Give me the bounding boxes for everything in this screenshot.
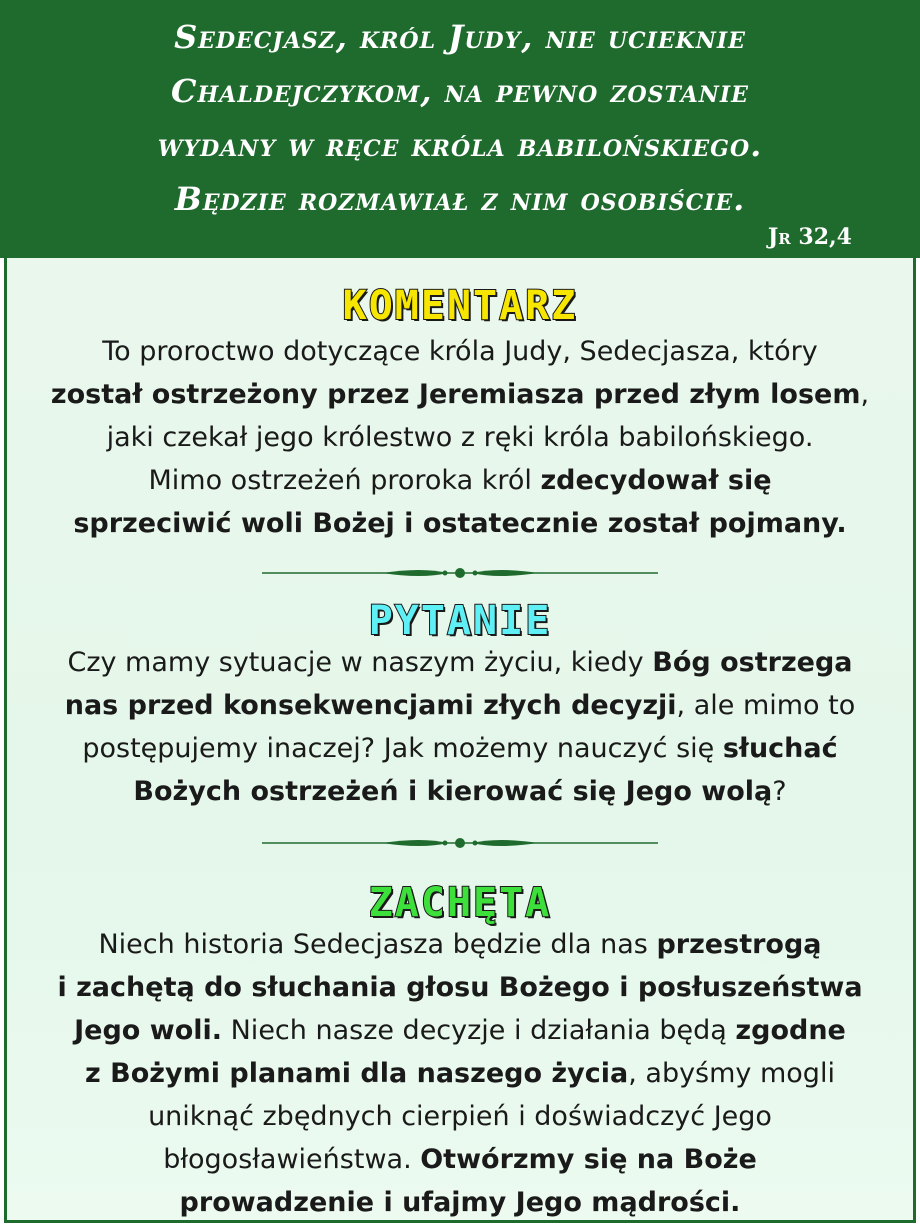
verse-line: Będzie rozmawiał z nim osobiście. (174, 180, 746, 218)
divider-ornament-icon (262, 563, 658, 583)
text: Czy mamy sytuacje w naszym życiu, kiedy (67, 647, 653, 678)
paragraph-line (7, 416, 913, 459)
bold-text: zgodne (735, 1015, 846, 1046)
paragraph-line (7, 502, 913, 545)
bold-text: prowadzenie i ufajmy Jego mądrości. (179, 1187, 741, 1218)
zacheta-heading: ZACHĘTA (368, 880, 552, 926)
verse-reference: Jr 32,4 (767, 224, 852, 250)
bold-text: słuchać (722, 733, 838, 764)
bold-text: i zachętą do słuchania głosu Bożego i posłuszeństwa (57, 972, 863, 1003)
content-panel (4, 258, 916, 1223)
text: , (860, 379, 870, 410)
text: Niech historia Sedecjasza będzie dla nas (98, 929, 657, 960)
divider-ornament-icon (262, 833, 658, 853)
paragraph-line (7, 923, 913, 966)
text: błogosławieństwa. (163, 1144, 421, 1175)
paragraph-line (7, 727, 913, 770)
komentarz-body (7, 330, 913, 545)
zacheta-section (7, 853, 913, 1224)
paragraph-line (7, 330, 913, 373)
verse-line: Sedecjasz, król Judy, nie ucieknie (174, 18, 746, 56)
text: To proroctwo dotyczące króla Judy, Sedecjasza, który (102, 336, 818, 367)
section-divider (262, 563, 658, 583)
bold-text: przestrogą (656, 929, 822, 960)
komentarz-heading: KOMENTARZ (342, 283, 578, 329)
bold-text: Jego woli. (74, 1015, 223, 1046)
text: Mimo ostrzeżeń proroka król (148, 465, 541, 496)
paragraph-line (7, 1052, 913, 1095)
paragraph-line (7, 684, 913, 727)
bold-text: z Bożymi planami dla naszego życia (85, 1058, 629, 1089)
bold-text: sprzeciwić woli Bożej i ostatecznie został pojmany. (73, 508, 847, 539)
bold-text: zdecydował się (540, 465, 772, 496)
bold-text: Bożych ostrzeżeń i kierować się Jego wolą (133, 776, 773, 807)
paragraph-line (7, 459, 913, 502)
bold-text: został ostrzeżony przez Jeremiasza przed złym losem (50, 379, 861, 410)
pytanie-body (7, 641, 913, 813)
text: ? (772, 776, 787, 807)
paragraph-line (7, 1095, 913, 1138)
zacheta-body (7, 923, 913, 1224)
verse-line: wydany w ręce króla babilońskiego. (157, 126, 763, 164)
pytanie-section (7, 583, 913, 813)
text: postępujemy inaczej? Jak możemy nauczyć się (82, 733, 723, 764)
paragraph-line (7, 373, 913, 416)
paragraph-line (7, 1181, 913, 1224)
paragraph-line (7, 1138, 913, 1181)
paragraph-line (7, 770, 913, 813)
pytanie-heading: PYTANIE (368, 598, 552, 644)
bold-text: Bóg ostrzega (652, 647, 853, 678)
text: jaki czekał jego królestwo z ręki króla babilońskiego. (106, 422, 814, 453)
text: uniknąć zbędnych cierpień i doświadczyć Jego (148, 1101, 772, 1132)
paragraph-line (7, 1009, 913, 1052)
paragraph-line (7, 966, 913, 1009)
section-divider (262, 833, 658, 853)
text: , abyśmy mogli (628, 1058, 835, 1089)
text: Niech nasze decyzje i działania będą (222, 1015, 736, 1046)
verse-text (0, 0, 920, 226)
komentarz-section (7, 258, 913, 545)
bold-text: Otwórzmy się na Boże (420, 1144, 757, 1175)
paragraph-line (7, 641, 913, 684)
bold-text: nas przed konsekwencjami złych decyzji (64, 690, 677, 721)
text: , ale mimo to (676, 690, 856, 721)
verse-line: Chaldejczykom, na pewno zostanie (171, 72, 749, 110)
verse-header (0, 0, 920, 258)
